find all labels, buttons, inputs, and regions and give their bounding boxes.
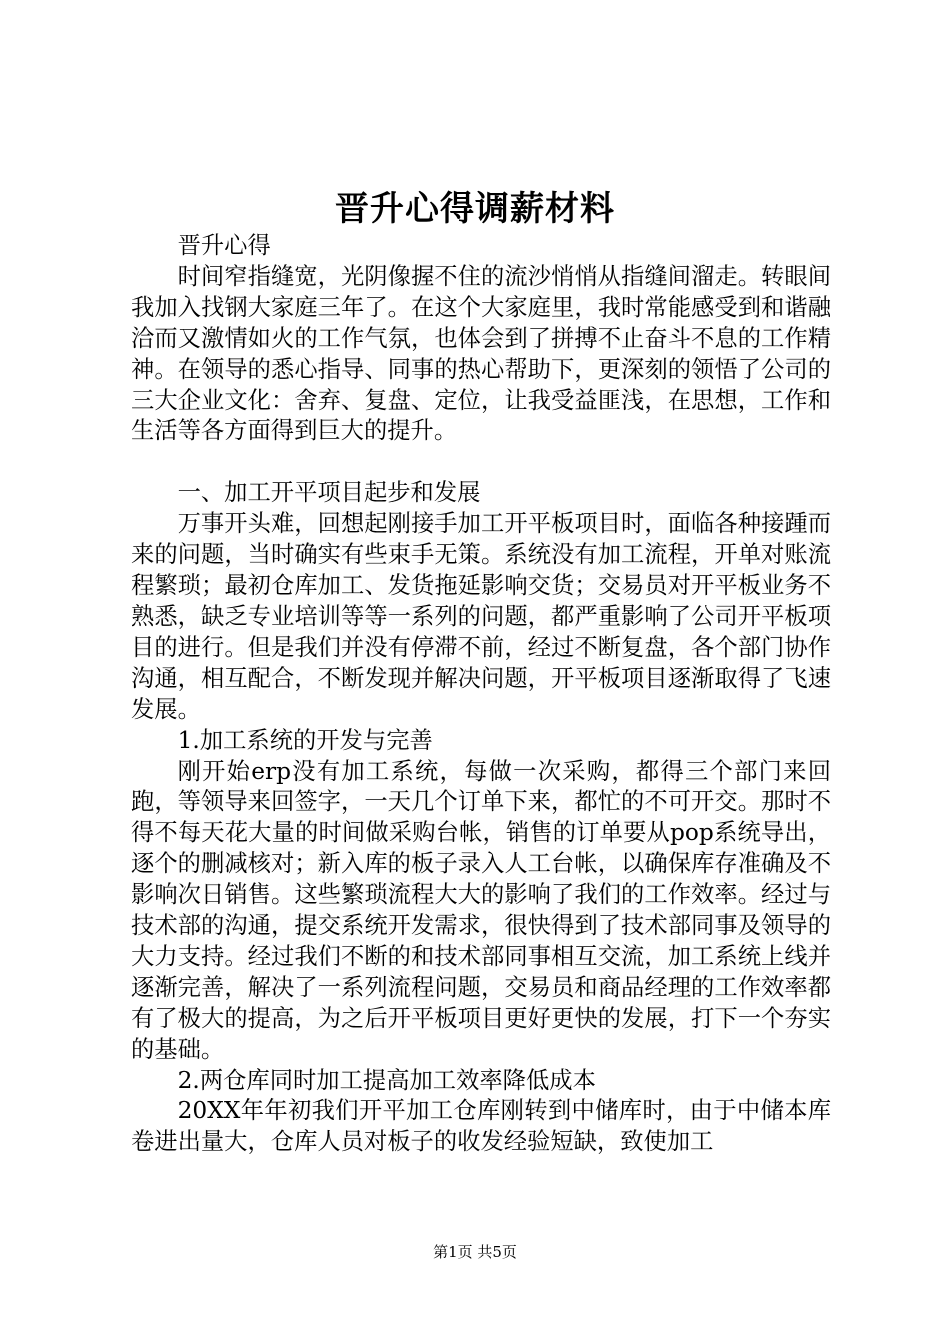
document-title: 晋升心得调薪材料: [335, 189, 615, 229]
body-paragraph: 刚开始erp没有加工系统，每做一次采购，都得三个部门来回跑，等领导来回签字，一天几个订单下来，都忙的不可开交。那时不得不每天花大量的时间做采购台帐，销售的订单要从pop系统导出，逐个的删减核对；新入库的板子录入人工台帐，以确保库存准确及不影响次日销售。这些繁琐流程大大的影响了我们的工作效率。经过与技术部的沟通，提交系统开发需求，很快得到了技术部同事及领导的大力支持。经过我们不断的和技术部同事相互交流，加工系统上线并逐渐完善，解决了一系列流程问题，交易员和商品经理的工作效率都有了极大的提高，为之后开平板项目更好更快的发展，打下一个夯实的基础。: [131, 757, 831, 1063]
subsection-heading: 2.两仓库同时加工提高加工效率降低成本: [177, 1066, 596, 1094]
page-footer: 第1页 共5页: [433, 1243, 517, 1261]
document-body: [131, 231, 831, 1158]
body-paragraph: 万事开头难，回想起刚接手加工开平板项目时，面临各种接踵而来的问题，当时确实有些束手无策。系统没有加工流程，开单对账流程繁琐；最初仓库加工、发货拖延影响交货；交易员对开平板业务不熟悉，缺乏专业培训等等一系列的问题，都严重影响了公司开平板项目的进行。但是我们并没有停滞不前，经过不断复盘，各个部门协作沟通，相互配合，不断发现并解决问题，开平板项目逐渐取得了飞速发展。: [131, 510, 831, 723]
subsection-heading: 1.加工系统的开发与完善: [177, 726, 433, 754]
body-paragraph: 20XX年年初我们开平加工仓库刚转到中储库时，由于中储本库卷进出量大，仓库人员对板子的收发经验短缺，致使加工: [131, 1097, 831, 1156]
body-paragraph: 时间窄指缝宽，光阴像握不住的流沙悄悄从指缝间溜走。转眼间我加入找钢大家庭三年了。在这个大家庭里，我时常能感受到和谐融洽而又激情如火的工作气氛，也体会到了拼搏不止奋斗不息的工作精神。在领导的悉心指导、同事的热心帮助下，更深刻的领悟了公司的三大企业文化：舍弃、复盘、定位，让我受益匪浅，在思想，工作和生活等各方面得到巨大的提升。: [131, 262, 831, 445]
section-heading: 晋升心得: [177, 232, 271, 259]
section-heading: 一、加工开平项目起步和发展: [177, 479, 481, 507]
